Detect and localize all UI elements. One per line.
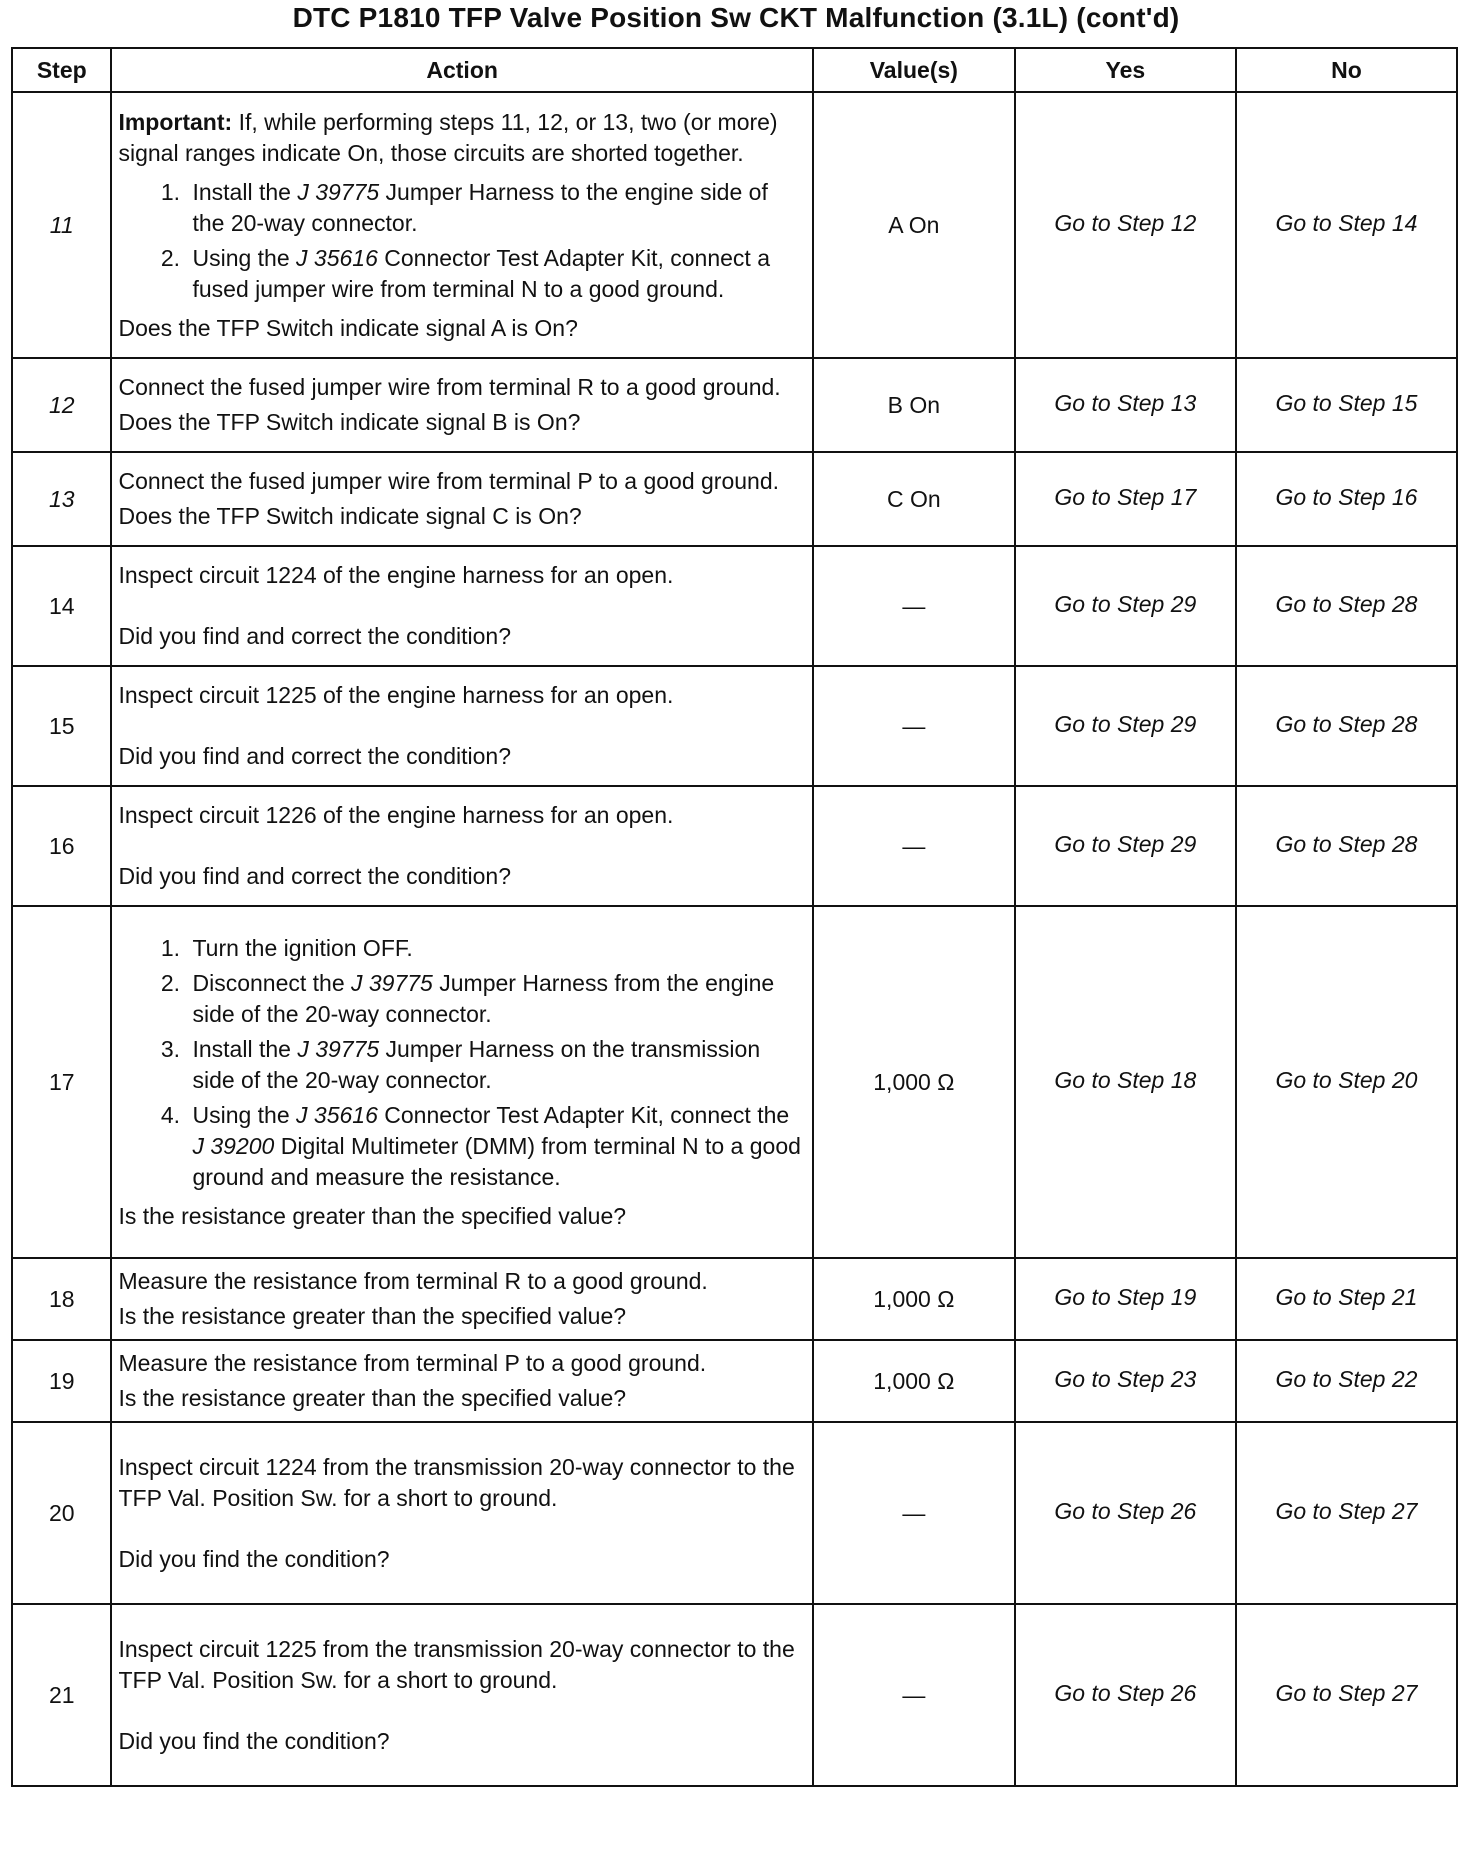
step-number: 18 xyxy=(12,1258,111,1340)
diagnostic-table xyxy=(11,47,1458,1787)
value-cell: 1,000 Ω xyxy=(813,1340,1015,1422)
header-yes: Yes xyxy=(1015,48,1236,92)
step-question: Did you find and correct the condition? xyxy=(118,623,511,649)
action-cell xyxy=(111,906,812,1258)
step-instruction: Inspect circuit 1225 of the engine harness for an open. xyxy=(118,682,674,708)
value-cell: B On xyxy=(813,358,1015,452)
action-cell xyxy=(111,1340,812,1422)
step-number: 17 xyxy=(12,906,111,1258)
value-cell: C On xyxy=(813,452,1015,546)
yes-link: Go to Step 26 xyxy=(1015,1422,1236,1604)
value-cell: — xyxy=(813,786,1015,906)
table-row xyxy=(12,546,1457,666)
tool-number: J 39200 xyxy=(192,1132,275,1159)
procedure-list xyxy=(118,933,805,1193)
tool-number: J 35616 xyxy=(296,244,378,271)
table-row xyxy=(12,92,1457,358)
action-cell xyxy=(111,358,812,452)
table-row xyxy=(12,1604,1457,1786)
tool-number: J 39775 xyxy=(297,1035,380,1062)
header-row xyxy=(12,48,1457,92)
step-number: 16 xyxy=(12,786,111,906)
yes-link: Go to Step 26 xyxy=(1015,1604,1236,1786)
yes-link: Go to Step 13 xyxy=(1015,358,1236,452)
table-row xyxy=(12,1422,1457,1604)
table-row xyxy=(12,1258,1457,1340)
step-instruction: Connect the fused jumper wire from terminal P to a good ground. xyxy=(118,468,780,494)
value-cell: — xyxy=(813,1422,1015,1604)
yes-link: Go to Step 29 xyxy=(1015,666,1236,786)
yes-link: Go to Step 29 xyxy=(1015,786,1236,906)
header-step: Step xyxy=(12,48,111,92)
action-cell xyxy=(111,786,812,906)
yes-link: Go to Step 29 xyxy=(1015,546,1236,666)
step-number: 21 xyxy=(12,1604,111,1786)
step-number: 20 xyxy=(12,1422,111,1604)
action-cell xyxy=(111,666,812,786)
action-cell xyxy=(111,546,812,666)
no-link: Go to Step 22 xyxy=(1236,1340,1457,1422)
value-cell: A On xyxy=(813,92,1015,358)
no-link: Go to Step 20 xyxy=(1236,906,1457,1258)
table-row xyxy=(12,906,1457,1258)
action-cell xyxy=(111,1422,812,1604)
step-number: 15 xyxy=(12,666,111,786)
step-question: Is the resistance greater than the specified value? xyxy=(118,1303,627,1329)
table-row xyxy=(12,1340,1457,1422)
yes-link: Go to Step 17 xyxy=(1015,452,1236,546)
step-number: 12 xyxy=(12,358,111,452)
no-link: Go to Step 16 xyxy=(1236,452,1457,546)
no-link: Go to Step 21 xyxy=(1236,1258,1457,1340)
yes-link: Go to Step 18 xyxy=(1015,906,1236,1258)
yes-link: Go to Step 19 xyxy=(1015,1258,1236,1340)
no-link: Go to Step 15 xyxy=(1236,358,1457,452)
value-cell: 1,000 Ω xyxy=(813,906,1015,1258)
step-number: 14 xyxy=(12,546,111,666)
step-instruction: Inspect circuit 1224 from the transmission 20-way connector to the TFP Val. Position Sw. for a short to ground. xyxy=(118,1453,795,1511)
list-item: 1. Turn the ignition OFF. xyxy=(186,933,805,964)
list-item: 2. Disconnect the J 39775 Jumper Harness from the engine side of the 20-way connector. xyxy=(186,968,805,1030)
step-number: 19 xyxy=(12,1340,111,1422)
step-instruction: Measure the resistance from terminal P to a good ground. xyxy=(118,1350,707,1376)
important-text: If, while performing steps 11, 12, or 13, two (or more) signal ranges indicate On, those circuits are shorted together. xyxy=(118,108,778,166)
table-row xyxy=(12,666,1457,786)
action-cell xyxy=(111,1258,812,1340)
step-question: Did you find the condition? xyxy=(118,1545,390,1572)
value-cell: 1,000 Ω xyxy=(813,1258,1015,1340)
action-cell xyxy=(111,452,812,546)
value-cell: — xyxy=(813,1604,1015,1786)
important-note xyxy=(118,107,805,169)
step-number: 11 xyxy=(12,92,111,358)
no-link: Go to Step 27 xyxy=(1236,1604,1457,1786)
action-cell xyxy=(111,1604,812,1786)
page-title: DTC P1810 TFP Valve Position Sw CKT Malfunction (3.1L) (cont'd) xyxy=(292,2,1180,33)
tool-number: J 39775 xyxy=(351,969,433,996)
procedure-list xyxy=(118,177,805,305)
no-link: Go to Step 14 xyxy=(1236,92,1457,358)
list-item: 3. Install the J 39775 Jumper Harness on the transmission side of the 20-way connector. xyxy=(186,1034,805,1096)
list-item: 2. Using the J 35616 Connector Test Adapter Kit, connect a fused jumper wire from terminal N to a good ground. xyxy=(186,243,805,305)
step-question: Did you find and correct the condition? xyxy=(118,863,511,889)
table-row xyxy=(12,786,1457,906)
step-number: 13 xyxy=(12,452,111,546)
step-instruction: Inspect circuit 1224 of the engine harness for an open. xyxy=(118,562,674,588)
step-instruction: Inspect circuit 1226 of the engine harness for an open. xyxy=(118,802,674,828)
step-question: Is the resistance greater than the specified value? xyxy=(118,1385,627,1411)
step-instruction: Inspect circuit 1225 from the transmission 20-way connector to the TFP Val. Position Sw. for a short to ground. xyxy=(118,1635,795,1693)
step-question: Does the TFP Switch indicate signal C is On? xyxy=(118,503,582,529)
action-cell xyxy=(111,92,812,358)
tool-number: J 35616 xyxy=(296,1101,378,1128)
step-instruction: Measure the resistance from terminal R to a good ground. xyxy=(118,1268,708,1294)
tool-number: J 39775 xyxy=(297,178,380,205)
step-question: Did you find the condition? xyxy=(118,1727,390,1754)
no-link: Go to Step 28 xyxy=(1236,786,1457,906)
no-link: Go to Step 28 xyxy=(1236,546,1457,666)
yes-link: Go to Step 12 xyxy=(1015,92,1236,358)
value-cell: — xyxy=(813,666,1015,786)
step-question: Is the resistance greater than the specified value? xyxy=(118,1202,627,1229)
table-row xyxy=(12,358,1457,452)
table-row xyxy=(12,452,1457,546)
step-question: Does the TFP Switch indicate signal B is On? xyxy=(118,409,581,435)
header-action: Action xyxy=(111,48,812,92)
yes-link: Go to Step 23 xyxy=(1015,1340,1236,1422)
value-cell: — xyxy=(813,546,1015,666)
no-link: Go to Step 28 xyxy=(1236,666,1457,786)
list-item: 4. Using the J 35616 Connector Test Adapter Kit, connect the J 39200 Digital Multimeter (DMM) from terminal N to a good ground and measure the resistance. xyxy=(186,1100,805,1193)
step-instruction: Connect the fused jumper wire from terminal R to a good ground. xyxy=(118,374,781,400)
no-link: Go to Step 27 xyxy=(1236,1422,1457,1604)
step-question: Does the TFP Switch indicate signal A is On? xyxy=(118,314,578,341)
header-no: No xyxy=(1236,48,1457,92)
list-item: 1. Install the J 39775 Jumper Harness to the engine side of the 20-way connector. xyxy=(186,177,805,239)
header-values: Value(s) xyxy=(813,48,1015,92)
step-question: Did you find and correct the condition? xyxy=(118,743,511,769)
important-label: Important: xyxy=(118,108,233,135)
